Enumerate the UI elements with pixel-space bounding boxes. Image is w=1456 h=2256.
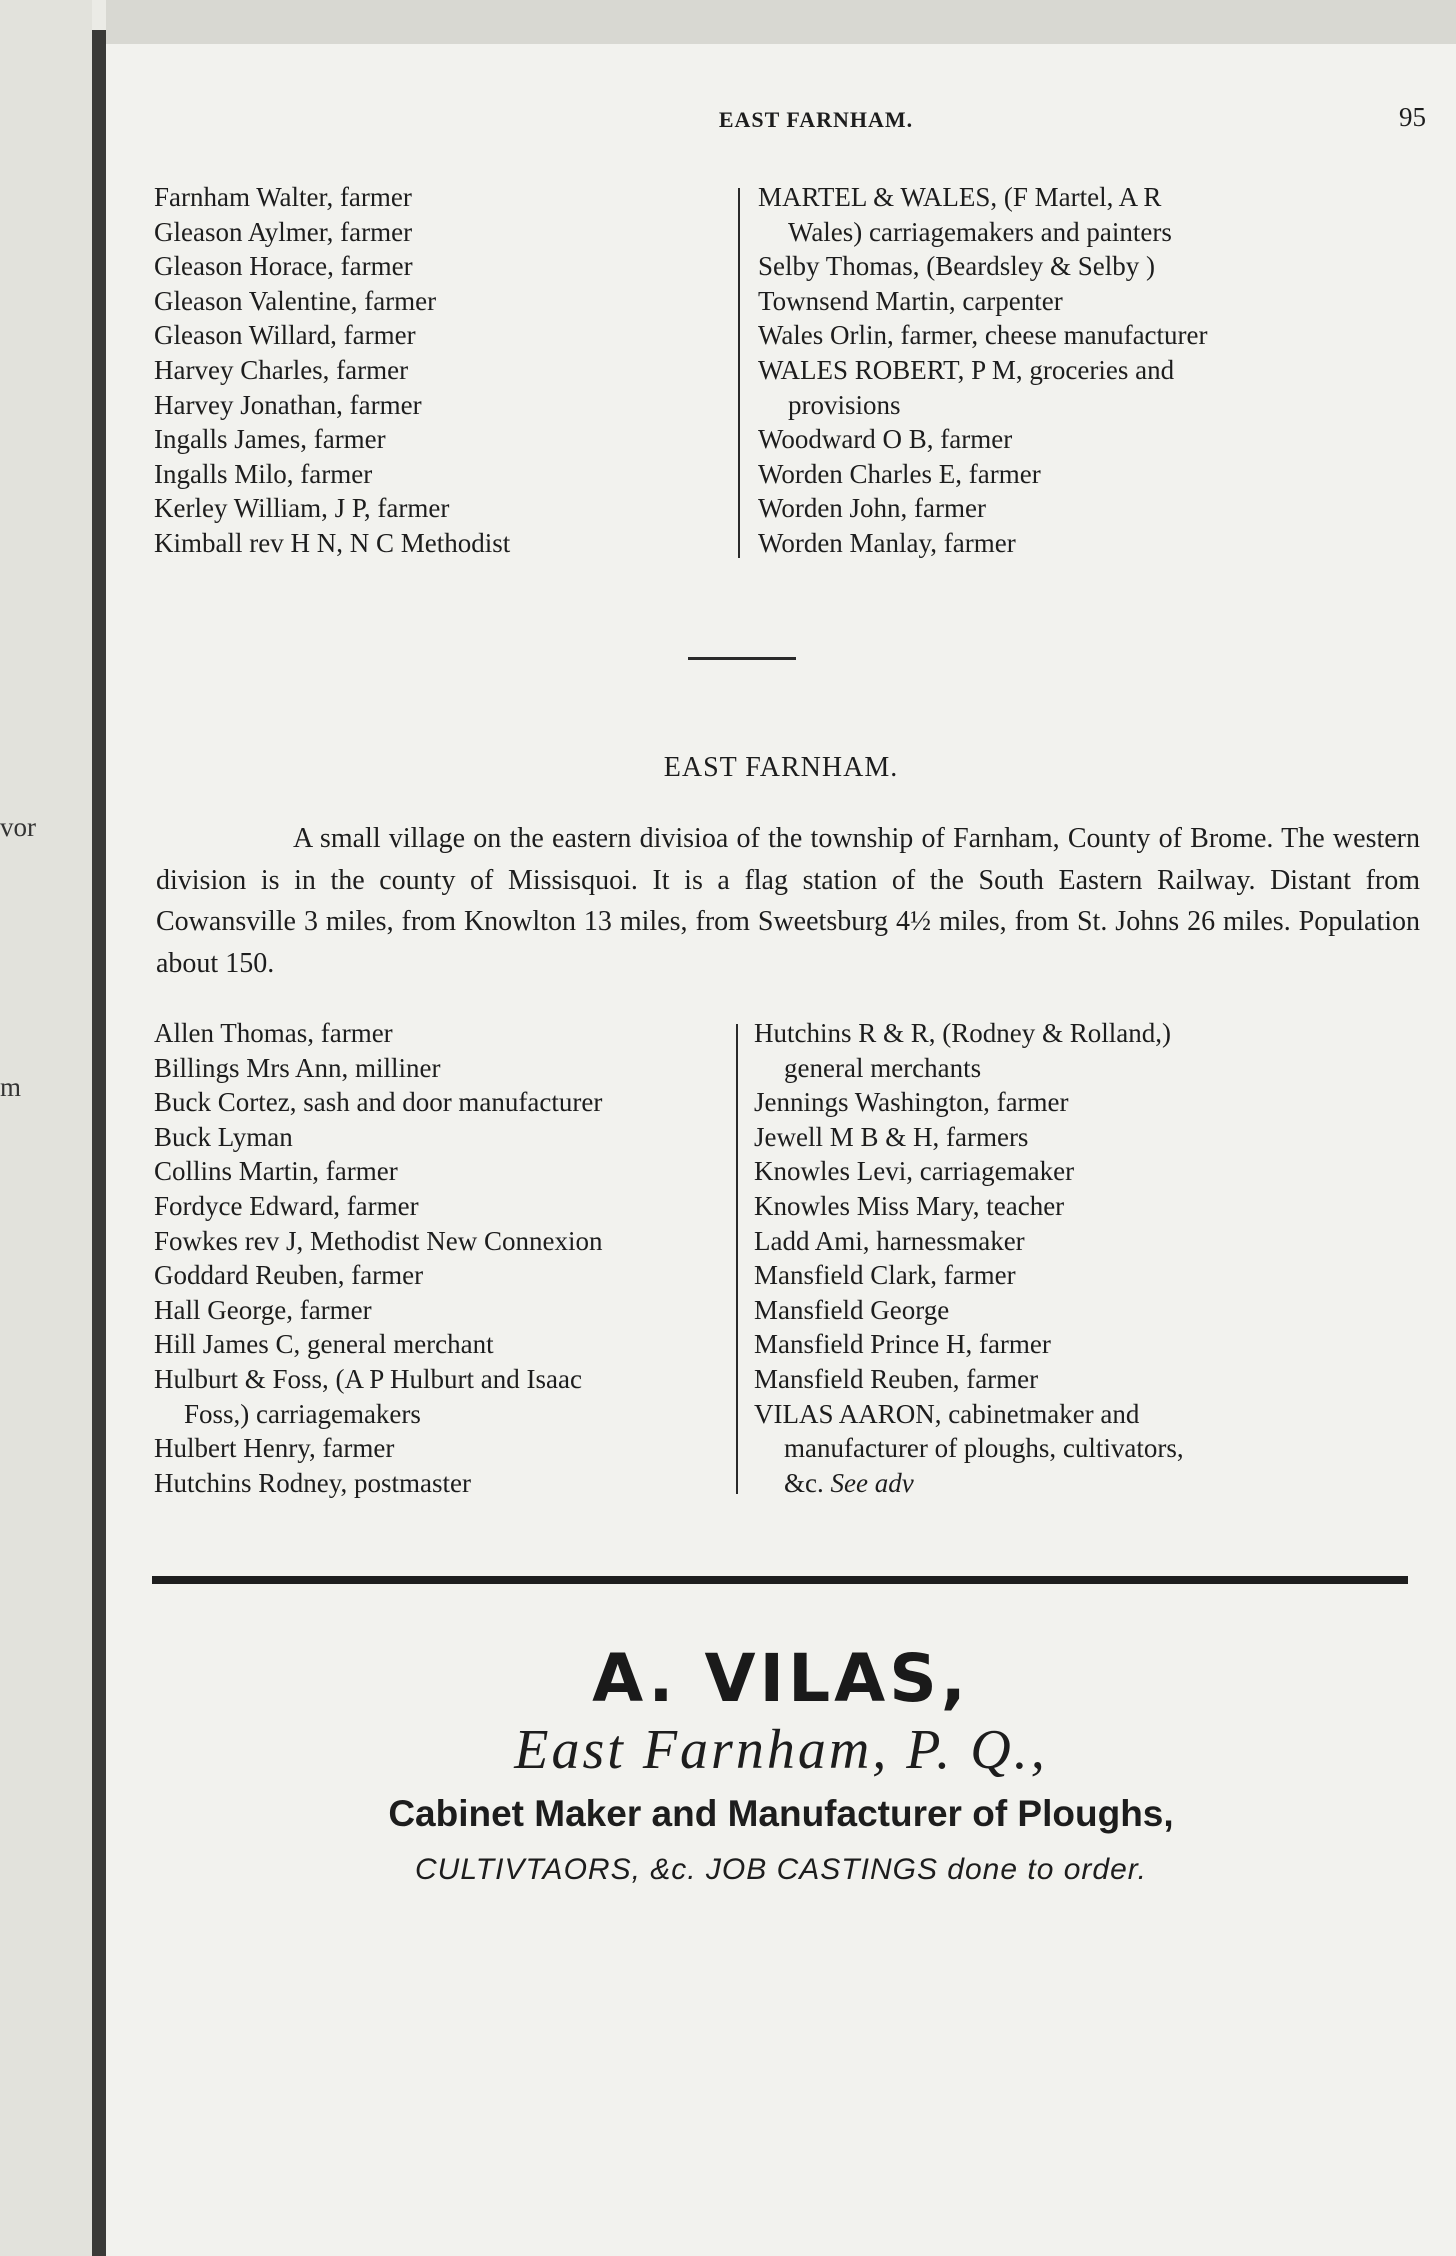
- entry-text: Mansfield Clark, farmer: [754, 1260, 1016, 1291]
- directory-page: [106, 0, 1456, 2256]
- entry-continuation-text: &c.: [784, 1467, 824, 1498]
- entry-text: Allen Thomas, farmer: [154, 1018, 393, 1048]
- directory-top-right-column: [758, 180, 1448, 561]
- entry-text: Worden John, farmer: [758, 493, 986, 524]
- advertisement-place: East Farnham, P. Q.,: [514, 1719, 1048, 1781]
- entry-text: Gleason Horace, farmer: [154, 251, 413, 282]
- directory-entry: [154, 388, 794, 423]
- directory-entry: [154, 1258, 794, 1293]
- directory-entry: [754, 1016, 1424, 1085]
- entry-text: Hutchins R & R, (Rodney & Rolland,): [754, 1018, 1171, 1048]
- entry-text: Ingalls James, farmer: [154, 424, 386, 455]
- directory-entry: [154, 1120, 794, 1155]
- entry-text: WALES ROBERT, P M, groceries and: [758, 354, 1175, 385]
- directory-bottom-right-column: [754, 1016, 1424, 1500]
- entry-text: Fowkes rev J, Methodist New Connexion: [154, 1225, 603, 1256]
- directory-entry: [154, 1051, 794, 1086]
- directory-entry: [154, 1085, 794, 1120]
- directory-entry: [154, 1327, 794, 1362]
- directory-entry: [154, 1016, 794, 1051]
- directory-entry: [754, 1293, 1424, 1328]
- directory-top-left-column: [154, 180, 794, 561]
- section-heading: EAST FARNHAM.: [663, 752, 899, 783]
- see-adv-reference: See adv: [830, 1467, 914, 1498]
- advertisement-name: A. VILAS,: [592, 1640, 970, 1717]
- directory-entry: [154, 180, 794, 215]
- entry-text: Ladd Ami, harnessmaker: [754, 1225, 1025, 1256]
- entry-text: Kerley William, J P, farmer: [154, 493, 450, 524]
- entry-text: Buck Cortez, sash and door manufacturer: [154, 1087, 603, 1118]
- directory-entry: [758, 180, 1448, 249]
- entry-text: Hulbert Henry, farmer: [154, 1433, 395, 1464]
- directory-entry: [754, 1258, 1424, 1293]
- directory-entry: [754, 1085, 1424, 1120]
- entry-text: Kimball rev H N, N C Methodist: [154, 527, 511, 558]
- facing-page-fragment: m: [0, 1072, 22, 1102]
- entry-text: Knowles Miss Mary, teacher: [754, 1190, 1065, 1221]
- entry-continuation: [754, 1466, 1424, 1501]
- directory-entry: [154, 422, 794, 457]
- entry-text: Hill James C, general merchant: [154, 1329, 494, 1360]
- entry-continuation: [758, 388, 1448, 423]
- directory-entry: [154, 526, 794, 561]
- entry-text: Harvey Charles, farmer: [154, 354, 409, 385]
- entry-text: MARTEL & WALES, (F Martel, A R: [758, 182, 1162, 212]
- entry-continuation: [754, 1051, 1424, 1086]
- entry-text: Ingalls Milo, farmer: [154, 458, 373, 489]
- directory-entry: [754, 1327, 1424, 1362]
- village-description: A small village on the eastern divisioa of the township of Farnham, County of Brome. The western division is in the county of Missisquoi. It is a flag station of the South Eastern Railway. Distant from Cowansville 3 miles, from Knowlton 13 miles, from Sweetsburg 4½ miles, from St. Johns 26 miles. Population about 150.: [156, 823, 1420, 979]
- entry-text: Knowles Levi, carriagemaker: [754, 1156, 1075, 1187]
- facing-page-fragment: vor: [0, 812, 36, 842]
- entry-text: Worden Manlay, farmer: [758, 527, 1016, 558]
- directory-entry: [758, 422, 1448, 457]
- directory-entry: [754, 1397, 1424, 1501]
- directory-entry: [754, 1189, 1424, 1224]
- directory-entry: [754, 1224, 1424, 1259]
- entry-continuation-text: manufacturer of ploughs, cultivators,: [784, 1433, 1184, 1464]
- directory-entry: [154, 1154, 794, 1189]
- directory-entry: [758, 249, 1448, 284]
- entry-text: VILAS AARON, cabinetmaker and: [754, 1398, 1140, 1429]
- directory-bottom-left-column: [154, 1016, 794, 1500]
- entry-text: Farnham Walter, farmer: [154, 182, 412, 212]
- directory-entry: [154, 284, 794, 319]
- directory-entry: [154, 1431, 794, 1466]
- entry-text: Goddard Reuben, farmer: [154, 1260, 424, 1291]
- entry-text: Gleason Willard, farmer: [154, 320, 416, 351]
- entry-text: Townsend Martin, carpenter: [758, 285, 1063, 316]
- entry-text: Worden Charles E, farmer: [758, 458, 1041, 489]
- entry-text: Mansfield George: [754, 1294, 950, 1325]
- directory-entry: [758, 491, 1448, 526]
- directory-entry: [154, 1189, 794, 1224]
- entry-text: Jewell M B & H, farmers: [754, 1121, 1029, 1152]
- directory-entry: [154, 491, 794, 526]
- entry-text: Mansfield Reuben, farmer: [754, 1363, 1039, 1394]
- facing-page-edge: [0, 0, 92, 2256]
- entry-text: Buck Lyman: [154, 1121, 293, 1152]
- column-divider: [738, 188, 740, 558]
- entry-continuation-text: provisions: [788, 389, 901, 420]
- directory-entry: [754, 1154, 1424, 1189]
- directory-entry: [758, 284, 1448, 319]
- page-number: 95: [1399, 102, 1426, 132]
- directory-entry: [754, 1362, 1424, 1397]
- directory-entry: [758, 318, 1448, 353]
- entry-text: Mansfield Prince H, farmer: [754, 1329, 1051, 1360]
- directory-entry: [758, 353, 1448, 422]
- directory-entry: [154, 249, 794, 284]
- directory-entry: [758, 457, 1448, 492]
- bleed-through-strip: [106, 0, 1456, 44]
- advertisement-rule: [152, 1576, 1408, 1584]
- entry-text: Woodward O B, farmer: [758, 424, 1013, 455]
- directory-entry: [154, 457, 794, 492]
- entry-text: Hulburt & Foss, (A P Hulburt and Isaac: [154, 1363, 582, 1394]
- book-gutter: [92, 30, 106, 2256]
- entry-text: Selby Thomas, (Beardsley & Selby ): [758, 251, 1155, 282]
- entry-continuation-text: Foss,) carriagemakers: [184, 1398, 421, 1429]
- running-head: EAST FARNHAM.: [718, 107, 914, 132]
- directory-entry: [154, 1466, 794, 1501]
- advertisement-trade: Cabinet Maker and Manufacturer of Ploughs,: [388, 1793, 1174, 1834]
- directory-entry: [154, 215, 794, 250]
- column-divider: [736, 1024, 738, 1494]
- directory-entry: [154, 318, 794, 353]
- directory-entry: [154, 1293, 794, 1328]
- entry-text: Wales Orlin, farmer, cheese manufacturer: [758, 320, 1208, 351]
- entry-text: Billings Mrs Ann, milliner: [154, 1052, 441, 1083]
- entry-text: Gleason Valentine, farmer: [154, 285, 437, 316]
- entry-text: Collins Martin, farmer: [154, 1156, 398, 1187]
- directory-entry: [154, 1362, 794, 1431]
- directory-entry: [758, 526, 1448, 561]
- directory-entry: [154, 353, 794, 388]
- entry-continuation: [758, 215, 1448, 250]
- entry-continuation-text: Wales) carriagemakers and painters: [788, 216, 1172, 247]
- entry-text: Harvey Jonathan, farmer: [154, 389, 422, 420]
- entry-continuation: [154, 1397, 794, 1432]
- directory-entry: [154, 1224, 794, 1259]
- section-separator-rule: [688, 657, 796, 660]
- entry-continuation: [754, 1431, 1424, 1466]
- entry-text: Fordyce Edward, farmer: [154, 1190, 419, 1221]
- entry-text: Gleason Aylmer, farmer: [154, 216, 413, 247]
- entry-text: Jennings Washington, farmer: [754, 1087, 1069, 1118]
- entry-text: Hall George, farmer: [154, 1294, 372, 1325]
- directory-entry: [754, 1120, 1424, 1155]
- entry-text: Hutchins Rodney, postmaster: [154, 1467, 471, 1498]
- advertisement-extra: CULTIVTAORS, &c. JOB CASTINGS done to order.: [415, 1853, 1147, 1886]
- entry-continuation-text: general merchants: [784, 1052, 982, 1083]
